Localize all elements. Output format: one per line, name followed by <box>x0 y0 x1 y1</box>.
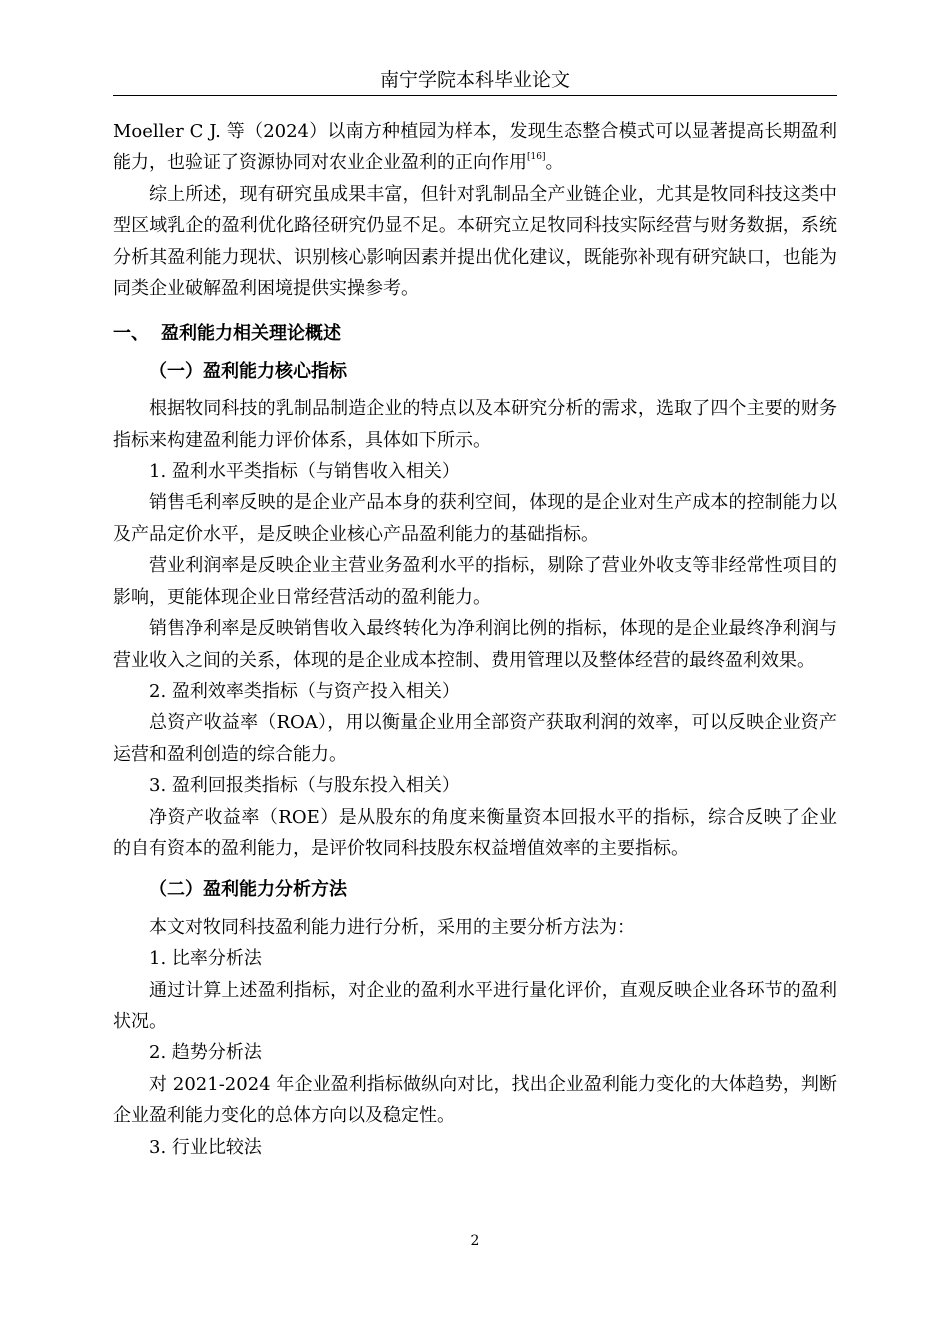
paragraph-moeller: Moeller C J. 等（2024）以南方种植园为样本，发现生态整合模式可以显著提高长期盈利能力，也验证了资源协同对农业企业盈利的正向作用[16]。 <box>113 121 837 174</box>
subsection-heading-2: （二）盈利能力分析方法 <box>149 879 347 901</box>
paragraph: 营业利润率是反映企业主营业务盈利水平的指标，剔除了营业外收支等非经常性项目的影响，更能体现企业日常经营活动的盈利能力。 <box>113 555 837 608</box>
running-header: 南宁学院本科毕业论文 <box>379 69 570 91</box>
section-number: 一、 <box>113 323 149 345</box>
header-rule <box>113 95 837 96</box>
page-body <box>113 116 837 1163</box>
list-item-heading: 1. 盈利水平类指标（与销售收入相关） <box>149 461 460 483</box>
paragraph: 本文对牧同科技盈利能力进行分析，采用的主要分析方法为： <box>149 916 635 938</box>
list-item-heading: 1. 比率分析法 <box>149 948 262 970</box>
paragraph-summary: 综上所述，现有研究虽成果丰富，但针对乳制品全产业链企业，尤其是牧同科技这类中型区域乳企的盈利优化路径研究仍显不足。本研究立足牧同科技实际经营与财务数据，系统分析其盈利能力现状、识别核心影响因素并提出优化建议，既能弥补现有研究缺口，也能为同类企业破解盈利困境提供实操参考。 <box>113 183 837 300</box>
citation-16: [16] <box>527 152 546 163</box>
paragraph: 对 2021-2024 年企业盈利指标做纵向对比，找出企业盈利能力变化的大体趋势，判断企业盈利能力变化的总体方向以及稳定性。 <box>113 1073 837 1127</box>
list-item-heading: 3. 盈利回报类指标（与股东投入相关） <box>149 775 460 797</box>
paragraph: 总资产收益率（ROA），用以衡量企业用全部资产获取利润的效率，可以反映企业资产运营和盈利创造的综合能力。 <box>113 712 837 765</box>
list-item-heading: 2. 趋势分析法 <box>149 1042 262 1064</box>
paragraph: 根据牧同科技的乳制品制造企业的特点以及本研究分析的需求，选取了四个主要的财务指标来构建盈利能力评价体系，具体如下所示。 <box>113 398 837 451</box>
paragraph: 净资产收益率（ROE）是从股东的角度来衡量资本回报水平的指标，综合反映了企业的自有资本的盈利能力，是评价牧同科技股东权益增值效率的主要指标。 <box>113 806 837 859</box>
paragraph: 通过计算上述盈利指标，对企业的盈利水平进行量化评价，直观反映企业各环节的盈利状况。 <box>113 979 837 1032</box>
list-item-heading: 3. 行业比较法 <box>149 1136 262 1158</box>
section-heading-1 <box>113 318 837 349</box>
subsection-heading-1: （一）盈利能力核心指标 <box>149 360 347 382</box>
page-number: 2 <box>470 1233 480 1249</box>
paragraph: 销售净利率是反映销售收入最终转化为净利润比例的指标，体现的是企业最终净利润与营业收入之间的关系，体现的是企业成本控制、费用管理以及整体经营的最终盈利效果。 <box>113 618 837 671</box>
section-title: 盈利能力相关理论概述 <box>161 323 341 345</box>
paragraph: 销售毛利率反映的是企业产品本身的获利空间，体现的是企业对生产成本的控制能力以及产品定价水平，是反映企业核心产品盈利能力的基础指标。 <box>113 492 837 545</box>
list-item-heading: 2. 盈利效率类指标（与资产投入相关） <box>149 680 460 702</box>
